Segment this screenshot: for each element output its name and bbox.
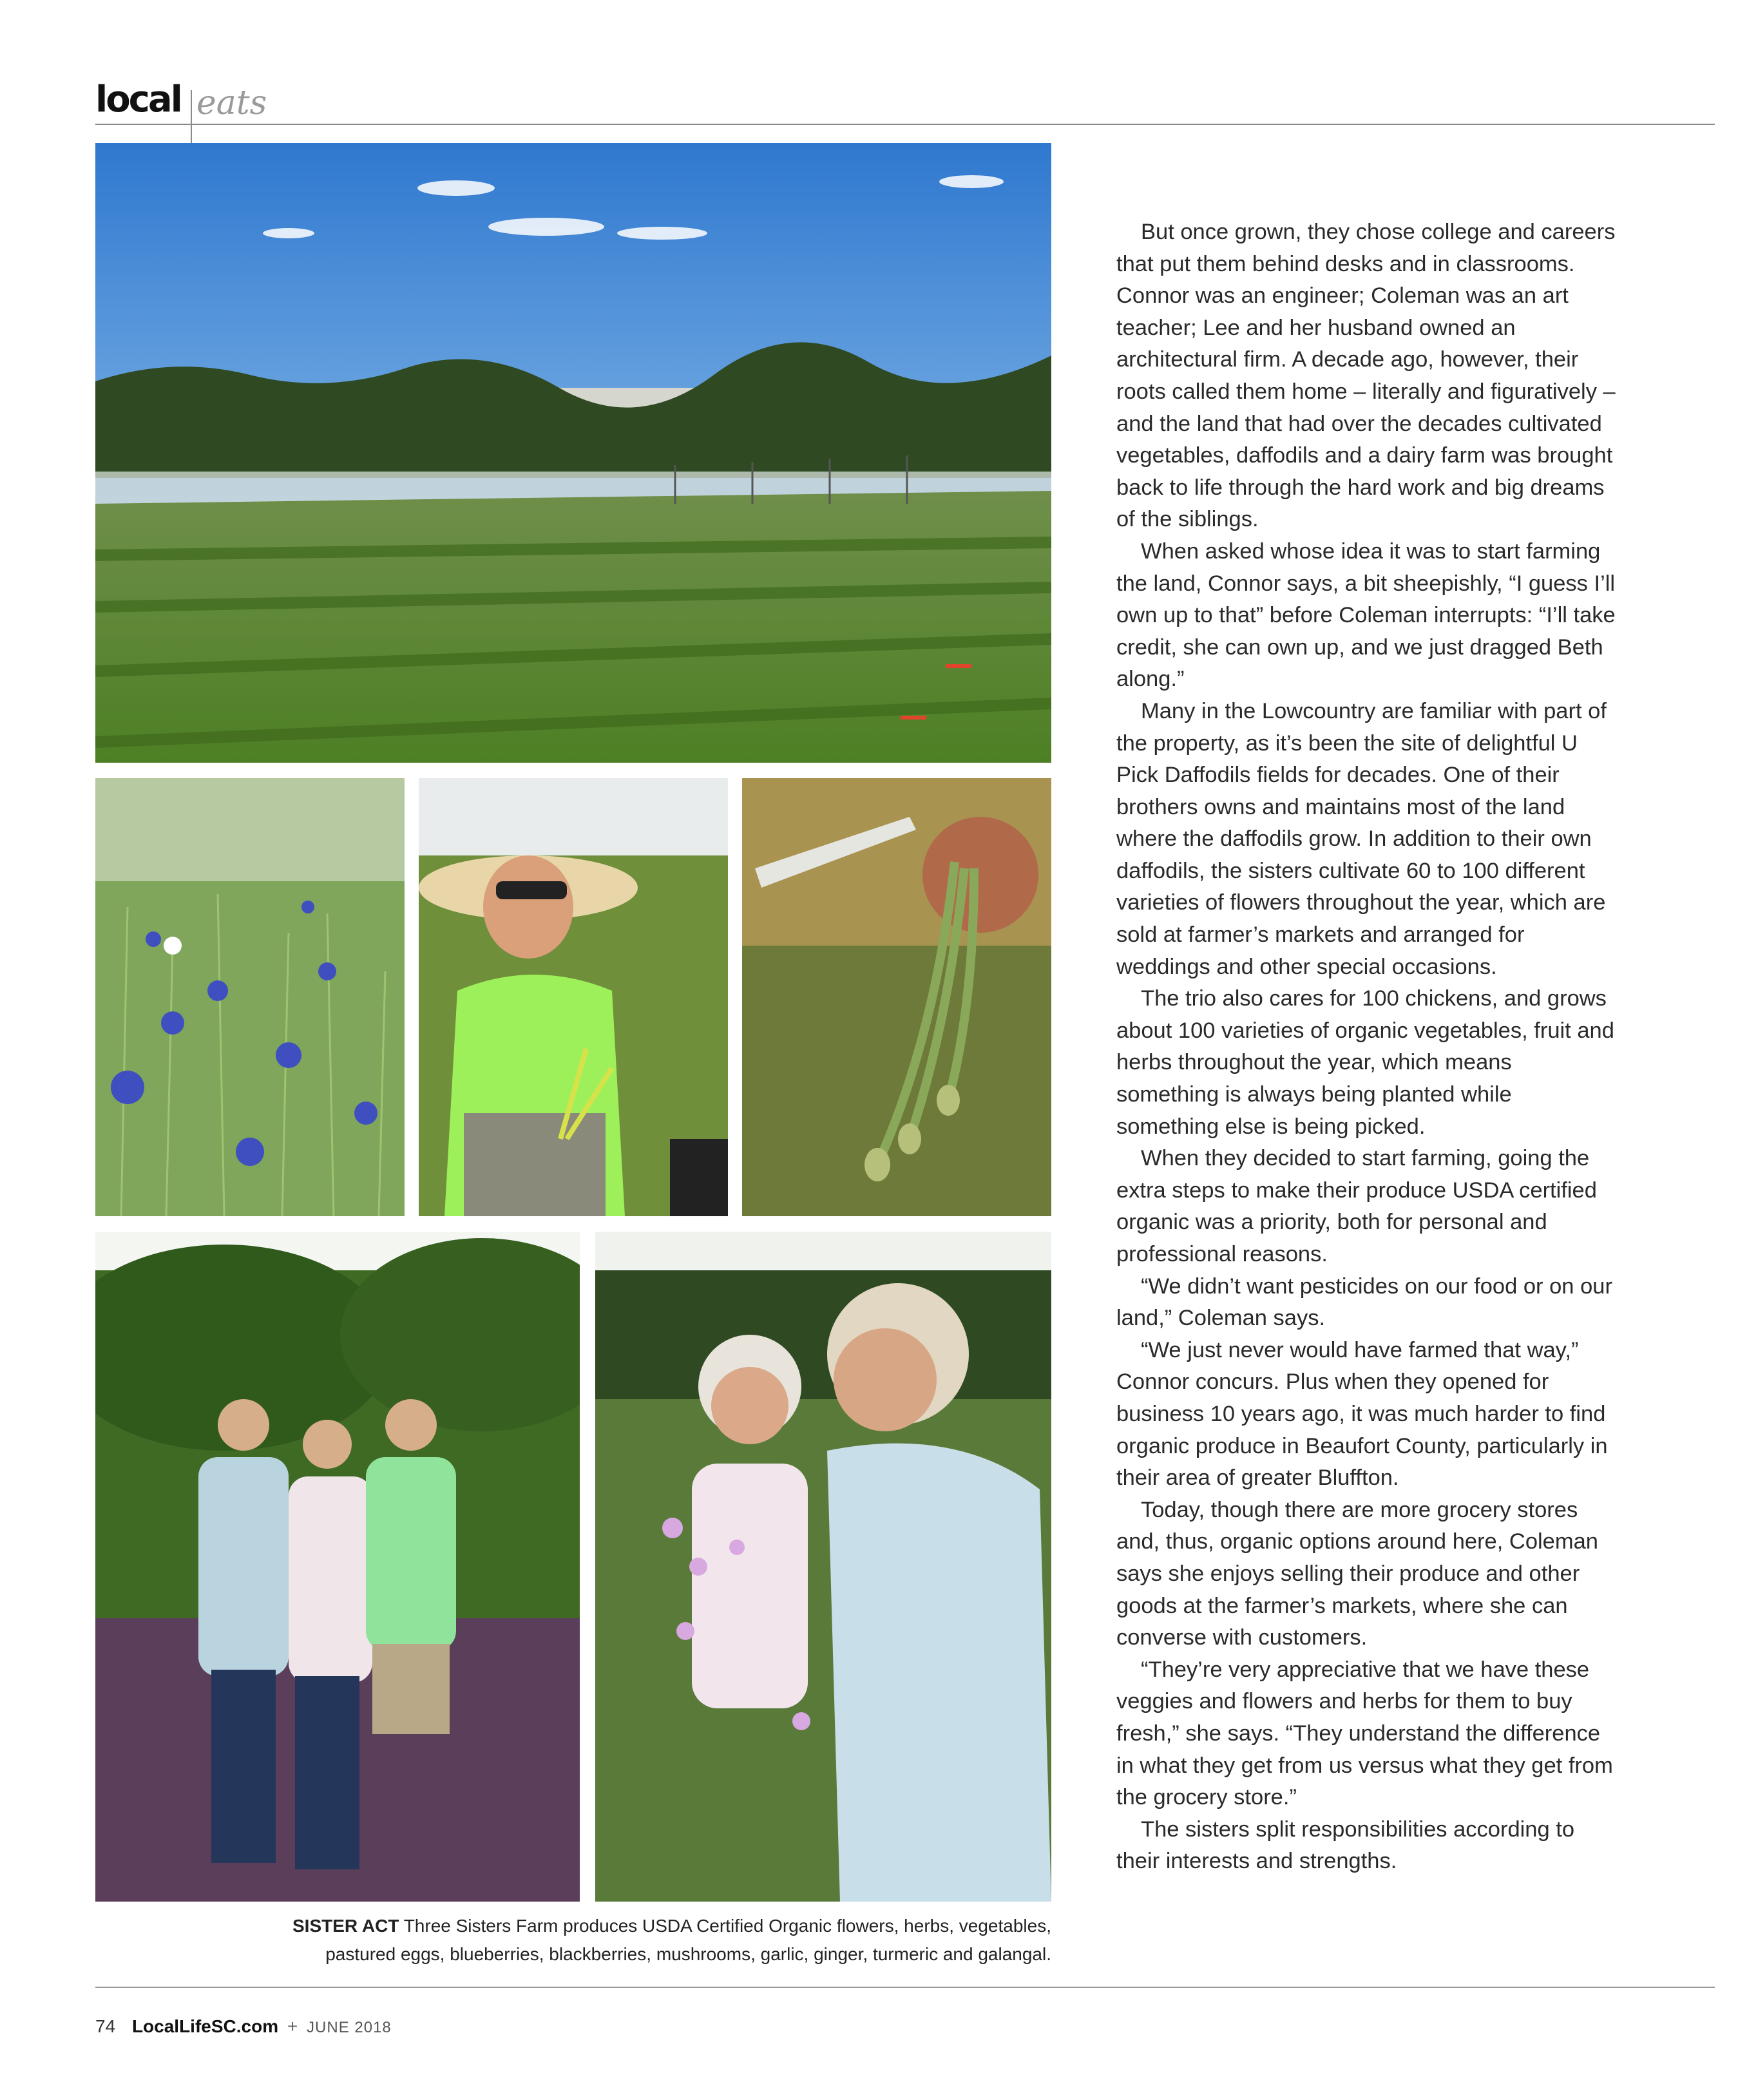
magazine-brand: local <box>95 79 181 120</box>
article-paragraph: Many in the Lowcountry are familiar with part of the property, as it’s been the site of delightful U Pick Daffodils fields for decades. One of their brothers owns and maintains most of the land where the daffodils grow. In addition to their own daffodils, the sisters cultivate 60 to 100 different varieties of flowers throughout the year, which are sold at farmer’s markets and arranged for weddings and other special occasions. <box>1116 698 1607 979</box>
photo-three-sisters <box>95 1232 580 1902</box>
page-footer <box>95 2016 392 2037</box>
article-paragraph: The trio also cares for 100 chickens, and grows about 100 varieties of organic vegetables, fruit and herbs throughout the year, which means something is always being planted while something else is being picked. <box>1116 986 1614 1139</box>
page-number: 74 <box>95 2016 116 2036</box>
article-paragraph: When asked whose idea it was to start farming the land, Connor says, a bit sheepishly, “I guess I’ll own up to that” before Coleman interrupts: “I’ll take credit, she can own up, and we just dragged Beth along.” <box>1116 539 1616 692</box>
header-rule <box>95 124 1715 125</box>
article-paragraph: When they decided to start farming, going the extra steps to make their produce USDA certified organic was a priority, both for personal and professional reasons. <box>1116 1146 1597 1266</box>
issue-date: JUNE 2018 <box>307 2019 392 2036</box>
photo-cornflowers <box>95 778 405 1216</box>
photo-garlic-scapes <box>742 778 1051 1216</box>
caption-lead: SISTER ACT <box>292 1916 399 1936</box>
article-paragraph: “We didn’t want pesticides on our food or on our land,” Coleman says. <box>1116 1274 1612 1331</box>
photo-two-sisters-flowers <box>595 1232 1051 1902</box>
article-body <box>1116 216 1619 1878</box>
website-link[interactable]: LocalLifeSC.com <box>131 2016 279 2036</box>
article-paragraph: But once grown, they chose college and careers that put them behind desks and in classrooms. Connor was an engineer; Coleman was an art teacher; Lee and her husband owned an architectural firm. A decade ago, however, their roots called them home – literally and figuratively – and the land that had over the decades cultivated vegetables, daffodils and a dairy farm was brought back to life through the hard work and big dreams of the siblings. <box>1116 220 1616 532</box>
photo-farmer <box>419 778 728 1216</box>
article-paragraph: Today, though there are more grocery stores and, thus, organic options around here, Coleman says she enjoys selling their produce and other goods at the farmer’s markets, where she can converse with customers. <box>1116 1497 1598 1650</box>
section-label: eats <box>196 84 267 122</box>
photo-farm-field <box>95 143 1051 763</box>
caption-line-2: pastured eggs, blueberries, blackberries, mushrooms, garlic, ginger, turmeric and galangal. <box>325 1944 1051 1964</box>
photo-caption <box>195 1912 1051 1969</box>
article-paragraph: The sisters split responsibilities according to their interests and strengths. <box>1116 1817 1575 1874</box>
article-paragraph: “They’re very appreciative that we have these veggies and flowers and herbs for them to buy fresh,” she says. “They understand the difference in what they get from us versus what they get from the grocery store.” <box>1116 1657 1613 1810</box>
footer-rule <box>95 1987 1715 1988</box>
article-paragraph: “We just never would have farmed that way,” Connor concurs. Plus when they opened for business 10 years ago, it was much harder to find organic produce in Beaufort County, particularly in their area of greater Bluffton. <box>1116 1337 1608 1491</box>
caption-line-1: Three Sisters Farm produces USDA Certified Organic flowers, herbs, vegetables, <box>399 1916 1051 1936</box>
footer-separator: + <box>287 2016 298 2036</box>
